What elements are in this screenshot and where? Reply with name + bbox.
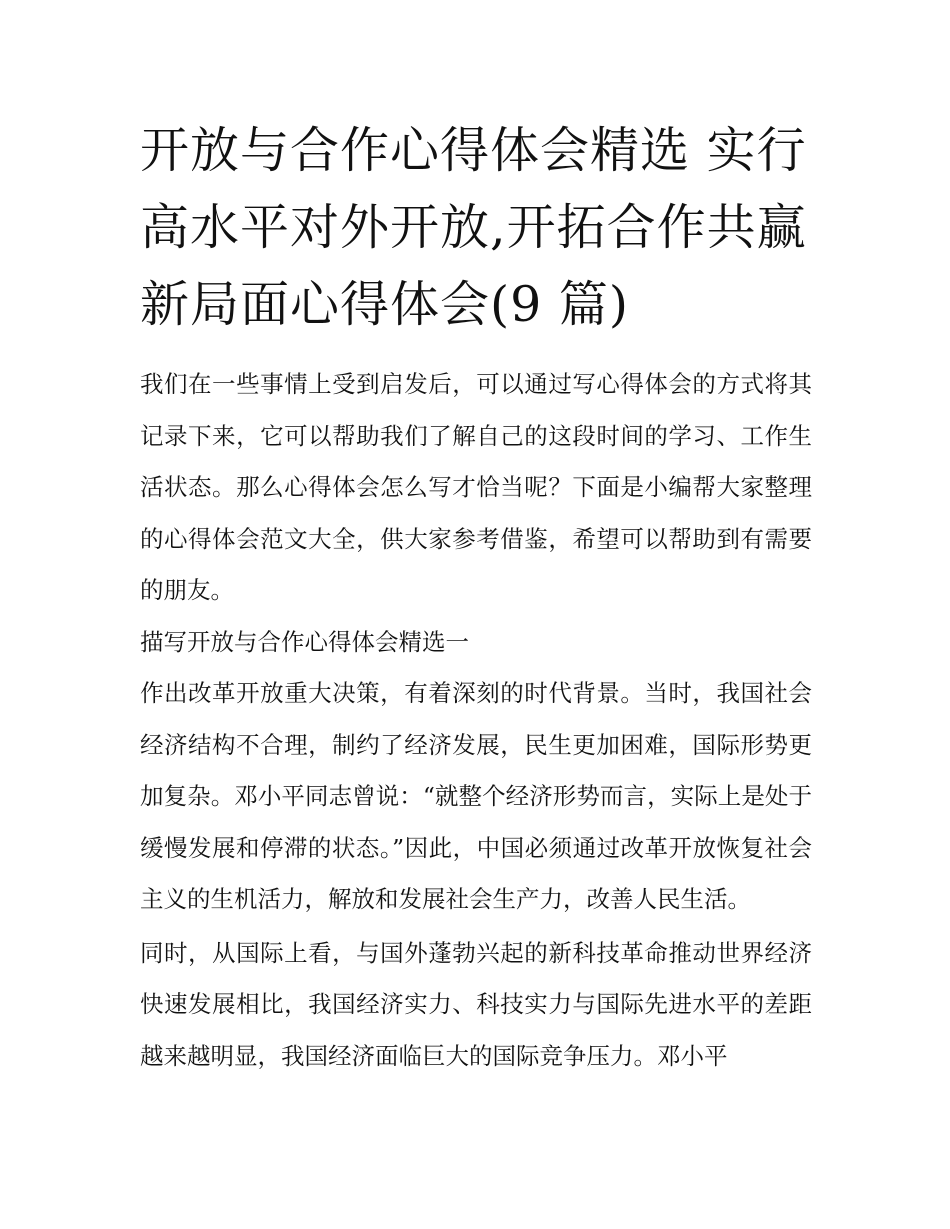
section-heading: 描写开放与合作心得体会精选一 bbox=[140, 627, 469, 656]
body-paragraph-2: 同时，从国际上看，与国外蓬勃兴起的新科技革命推动世界经济快速发展相比，我国经济实力、科技实力与国际先进水平的差距越来越明显，我国经济面临巨大的国际竞争压力。邓小平 bbox=[140, 938, 812, 1070]
intro-paragraph: 我们在一些事情上受到启发后，可以通过写心得体会的方式将其记录下来，它可以帮助我们了解自己的这段时间的学习、工作生活状态。那么心得体会怎么写才恰当呢？下面是小编帮大家整理的心得体会范文大全，供大家参考借鉴，希望可以帮助到有需要的朋友。 bbox=[140, 370, 812, 604]
body-paragraph-1: 作出改革开放重大决策，有着深刻的时代背景。当时，我国社会经济结构不合理，制约了经济发展，民生更加困难，国际形势更加复杂。邓小平同志曾说：“就整个经济形势而言，实际上是处于缓慢发展和停滞的状态。”因此，中国必须通过改革开放恢复社会主义的生机活力，解放和发展社会生产力，改善人民生活。 bbox=[140, 679, 812, 913]
document-content bbox=[140, 112, 812, 1082]
document-title: 开放与合作心得体会精选 实行高水平对外开放,开拓合作共赢新局面心得体会(9 篇) bbox=[140, 122, 807, 333]
